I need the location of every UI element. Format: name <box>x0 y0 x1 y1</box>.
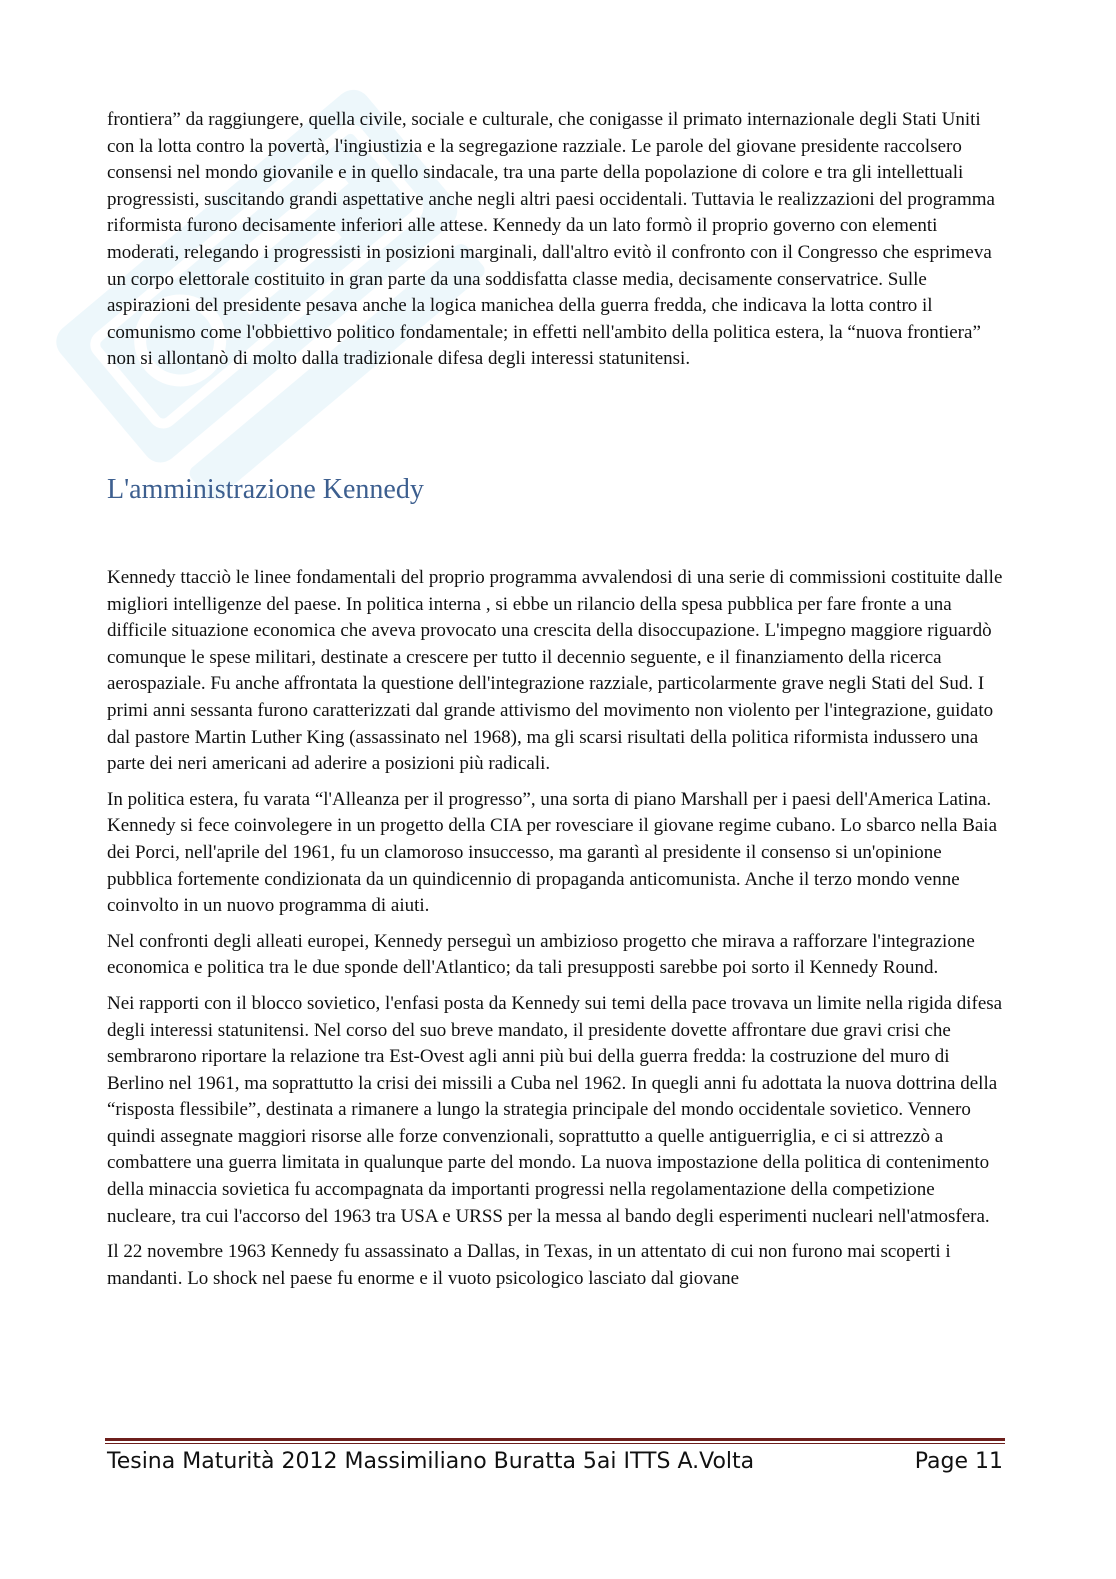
paragraph-foreign-policy: In politica estera, fu varata “l'Alleanza per il progresso”, una sorta di piano Marshall per i paesi dell'America Latina. Kennedy si fece coinvolegere in un progetto della CIA per rovesciare il giovane regime cubano. Lo sbarco nella Baia dei Porci, nell'aprile del 1961, fu un clamoroso insuccesso, ma garantì al presidente il consenso si un'opinione pubblica fortemente condizionata da un quindicennio di propaganda anticomunista. Anche il terzo mondo venne coinvolto in un nuovo programma di aiuti. <box>107 788 998 917</box>
intro-paragraph: frontiera” da raggiungere, quella civile, sociale e culturale, che conigasse il primato internazionale degli Stati Uniti con la lotta contro la povertà, l'ingiustizia e la segregazione razziale. Le parole del giovane presidente raccolsero consensi nel mondo giovanile e in quello sindacale, tra una parte della popolazione di colore e tra gli intellettuali progressisti, suscitando grandi aspettative anche negli altri paesi occidentali. Tuttavia le realizzazioni del programma riformista furono decisamente inferiori alle attese. Kennedy da un lato formò il proprio governo con elementi moderati, relegando i progressisti in posizioni marginali, dall'altro evitò il confronto con il Congresso che esprimeva un corpo elettorale costituito in gran parte da una soddisfatta classe media, decisamente conservatrice. Sulle aspirazioni del presidente pesava anche la logica manichea della guerra fredda, che indicava la lotta contro il comunismo come l'obbiettivo politico fondamentale; in effetti nell'ambito della politica estera, la “nuova frontiera” non si allontanò di molto dalla tradizionale difesa degli interessi statunitensi. <box>107 109 995 370</box>
paragraph-assassination: Il 22 novembre 1963 Kennedy fu assassinato a Dallas, in Texas, in un attentato di cui non furono mai scoperti i mandanti. Lo shock nel paese fu enorme e il vuoto psicologico lasciato dal giovane <box>107 1241 951 1289</box>
page-footer <box>107 1449 1003 1474</box>
footer-divider-thin <box>105 1443 1005 1444</box>
intro-section <box>107 107 1007 373</box>
page-number: Page 11 <box>914 1449 1003 1474</box>
paragraph-european-allies: Nel confronti degli alleati europei, Kennedy perseguì un ambizioso progetto che mirava a rafforzare l'integrazione economica e politica tra le due sponde dell'Atlantico; da tali presupposti sarebbe poi sorto il Kennedy Round. <box>107 930 975 979</box>
paragraph-domestic-policy: Kennedy ttacciò le linee fondamentali del proprio programma avvalendosi di una serie di commissioni costituite dalle migliori intelligenze del paese. In politica interna , si ebbe un rilancio della spesa pubblica per fare fronte a una difficile situazione economica che aveva provocato una crescita della disoccupazione. L'impegno maggiore riguardò comunque le spese militari, destinate a crescere per tutto il decennio seguente, e il finanziamento della ricerca aerospaziale. Fu anche affrontata la questione dell'integrazione razziale, particolarmente grave negli Stati del Sud. I primi anni sessanta furono caratterizzati dal grande attivismo del movimento non violento per l'integrazione, guidato dal pastore Martin Luther King (assassinato nel 1968), ma gli scarsi risultati della politica riformista indussero una parte dei neri americani ad aderire a posizioni più radicali. <box>107 567 1003 775</box>
footer-title: Tesina Maturità 2012 Massimiliano Buratta 5ai ITTS A.Volta <box>107 1449 755 1474</box>
section-body <box>107 565 1007 1301</box>
paragraph-soviet-relations: Nei rapporti con il blocco sovietico, l'enfasi posta da Kennedy sui temi della pace trovava un limite nella rigida difesa degli interessi statunitensi. Nel corso del suo breve mandato, il presidente dovette affrontare due gravi crisi che sembrarono riportare la relazione tra Est-Ovest agli anni più bui della guerra fredda: la costruzione del muro di Berlino nel 1961, ma soprattutto la crisi dei missili a Cuba nel 1962. In quegli anni fu adottata la nuova dottrina della “risposta flessibile”, destinata a rimanere a lungo la strategia principale del mondo occidentale sovietico. Vennero quindi assegnate maggiori risorse alle forze convenzionali, soprattutto a quelle antiguerriglia, e ci si attrezzò a combattere una guerra limitata in qualunque parte del mondo. La nuova impostazione della politica di contenimento della minaccia sovietica fu accompagnata da importanti progressi nella regolamentazione della competizione nucleare, tra cui l'accorso del 1963 tra USA e URSS per la messa al bando degli esperimenti nucleari nell'atmosfera. <box>107 992 1003 1227</box>
footer-divider <box>105 1438 1005 1441</box>
section-heading: L'amministrazione Kennedy <box>107 474 424 505</box>
